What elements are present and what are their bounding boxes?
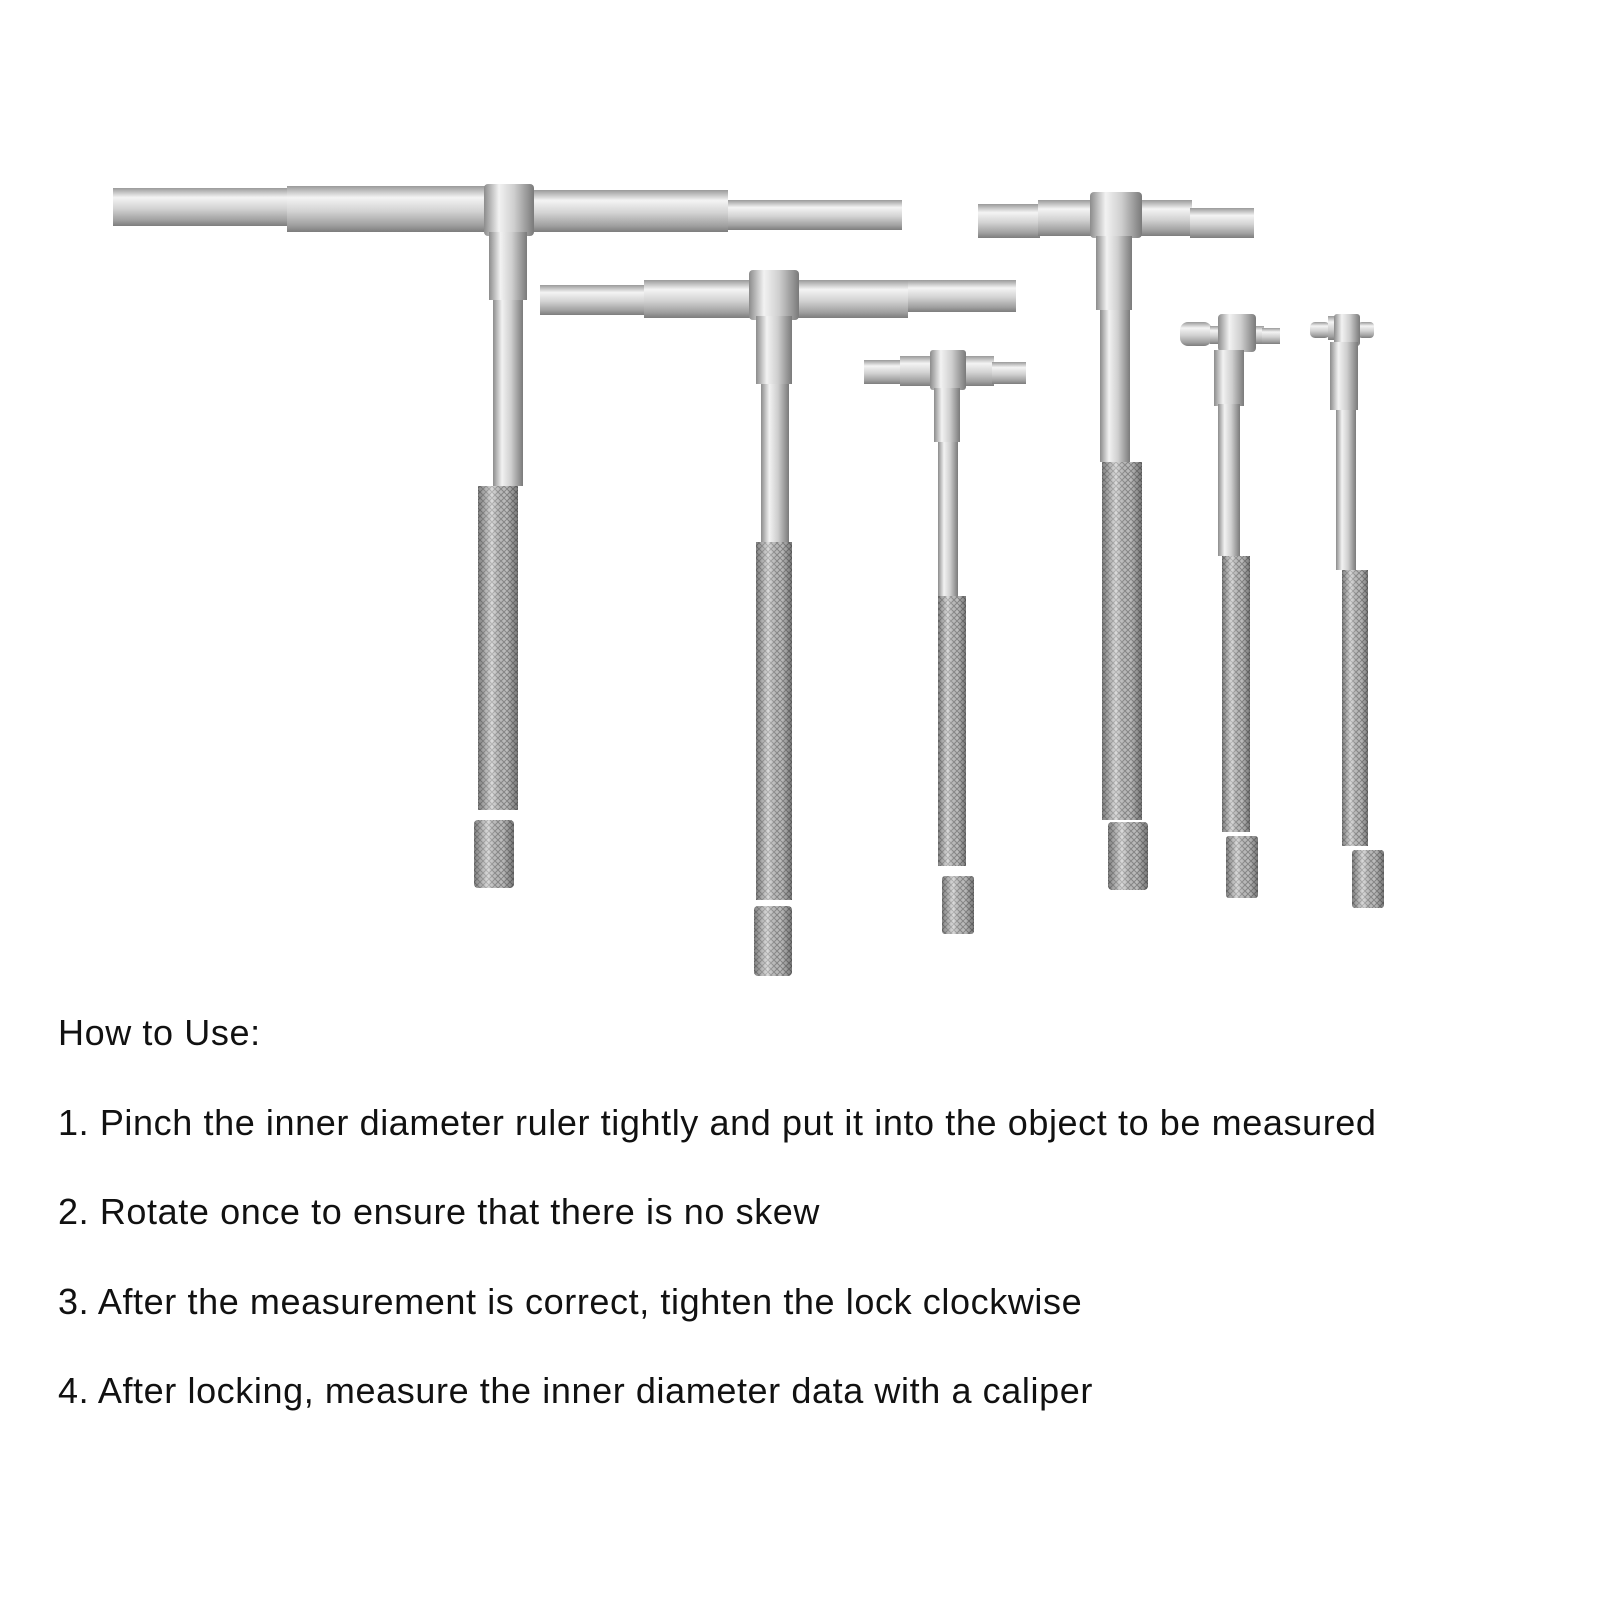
telescoping-gauge-3 [864,350,1026,934]
instruction-step-2: 2. Rotate once to ensure that there is no skew [58,1191,821,1232]
telescoping-gauge-4 [978,192,1254,890]
telescoping-gauge-6 [1310,314,1384,908]
instructions-heading: How to Use: [58,1012,261,1053]
telescoping-gauge-5 [1180,314,1280,898]
instruction-step-1: 1. Pinch the inner diameter ruler tightly and put it into the object to be measured [58,1102,1377,1143]
instruction-step-3: 3. After the measurement is correct, tighten the lock clockwise [58,1281,1083,1322]
instruction-step-4: 4. After locking, measure the inner diameter data with a caliper [58,1370,1093,1411]
